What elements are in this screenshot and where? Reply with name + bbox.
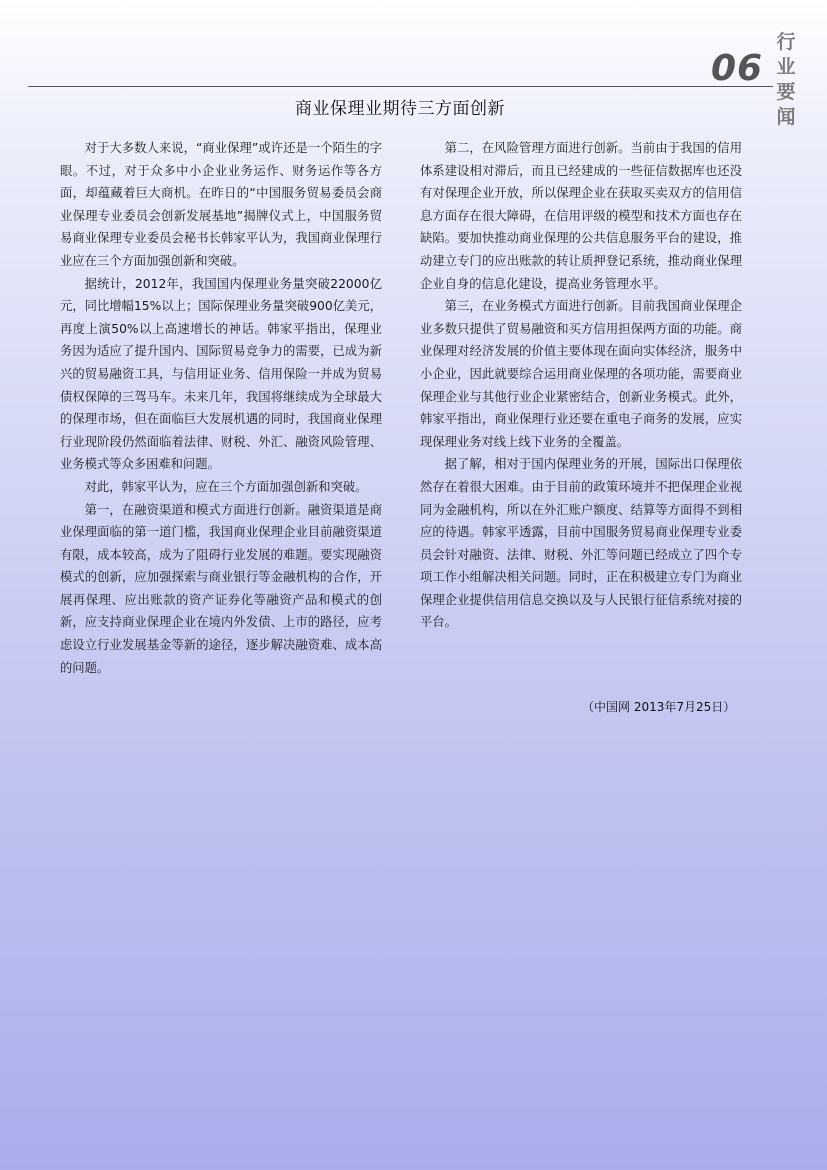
article-paragraph: 对于大多数人来说，“商业保理”或许还是一个陌生的字眼。不过，对于众多中小企业业务运作、财务运作等各方面，却蕴藏着巨大商机。在昨日的“中国服务贸易委员会商业保理专业委员会创新发展基地”揭牌仪式上，中国服务贸易商业保理专业委员会秘书长韩家平认为，我国商业保理行业应在三个方面加强创新和突破。 xyxy=(60,141,382,268)
article-source: （中国网 2013年7月25日） xyxy=(582,700,736,714)
section-label-char: 业 xyxy=(776,56,796,78)
page-number: 06 xyxy=(711,48,764,89)
section-label-char: 闻 xyxy=(776,106,796,128)
left-column xyxy=(60,137,382,679)
header-rule xyxy=(28,86,773,87)
article-title: 商业保理业期待三方面创新 xyxy=(295,99,505,119)
article-paragraph: 第二，在风险管理方面进行创新。当前由于我国的信用体系建设相对滞后，而且已经建成的一些征信数据库也还没有对保理企业开放，所以保理企业在获取买卖双方的信用信息方面存在很大障碍，在信用评级的模型和技术方面也存在缺陷。要加快推动商业保理的公共信息服务平台的建设，推动建立专门的应出账款的转让质押登记系统，推动商业保理企业自身的信息化建设，提高业务管理水平。 xyxy=(420,141,742,291)
section-label-char: 要 xyxy=(776,81,796,103)
article-paragraph: 据了解，相对于国内保理业务的开展，国际出口保理依然存在着很大困难。由于目前的政策环境并不把保理企业视同为金融机构，所以在外汇账户额度、结算等方面得不到相应的待遇。韩家平透露，目前中国服务贸易商业保理专业委员会针对融资、法律、财税、外汇等问题已经成立了四个专项工作小组解决相关问题。同时，正在积极建立专门为商业保理企业提供信用信息交换以及与人民银行征信系统对接的平台。 xyxy=(420,457,742,630)
article-paragraph: 据统计，2012年，我国国内保理业务量突破22000亿元，同比增幅15%以上；国际保理业务量突破900亿美元，再度上演50%以上高速增长的神话。韩家平指出，保理业务因为适应了提升国内、国际贸易竞争力的需要，已成为新兴的贸易融资工具，与信用证业务、信用保险一并成为贸易债权保障的三驾马车。未来几年，我国将继续成为全球最大的保理市场，但在面临巨大发展机遇的同时，我国商业保理行业现阶段仍然面临着法律、财税、外汇、融资风险管理、业务模式等众多困难和问题。 xyxy=(60,276,382,472)
section-label-char: 行 xyxy=(776,31,796,53)
article-paragraph: 第三，在业务模式方面进行创新。目前我国商业保理企业多数只提供了贸易融资和买方信用担保两方面的功能。商业保理对经济发展的价值主要体现在面向实体经济，服务中小企业，因此就要综合运用商业保理的各项功能，需要商业保理企业与其他行业企业紧密结合，创新业务模式。此外，韩家平指出，商业保理行业还要在重电子商务的发展，应实现保理业务对线上线下业务的全覆盖。 xyxy=(420,299,742,449)
article-paragraph: 对此，韩家平认为，应在三个方面加强创新和突破。 xyxy=(84,479,368,494)
section-label xyxy=(772,30,800,130)
article-paragraph: 第一，在融资渠道和模式方面进行创新。融资渠道是商业保理面临的第一道门槛，我国商业保理企业目前融资渠道有限，成本较高，成为了阻碍行业发展的难题。要实现融资模式的创新，应加强探索与商业银行等金融机构的合作，开展再保理、应出账款的资产证券化等融资产品和模式的创新，应支持商业保理企业在境内外发债、上市的路径，应考虑设立行业发展基金等新的途径，逐步解决融资难、成本高的问题。 xyxy=(60,502,382,675)
right-column xyxy=(420,137,742,634)
